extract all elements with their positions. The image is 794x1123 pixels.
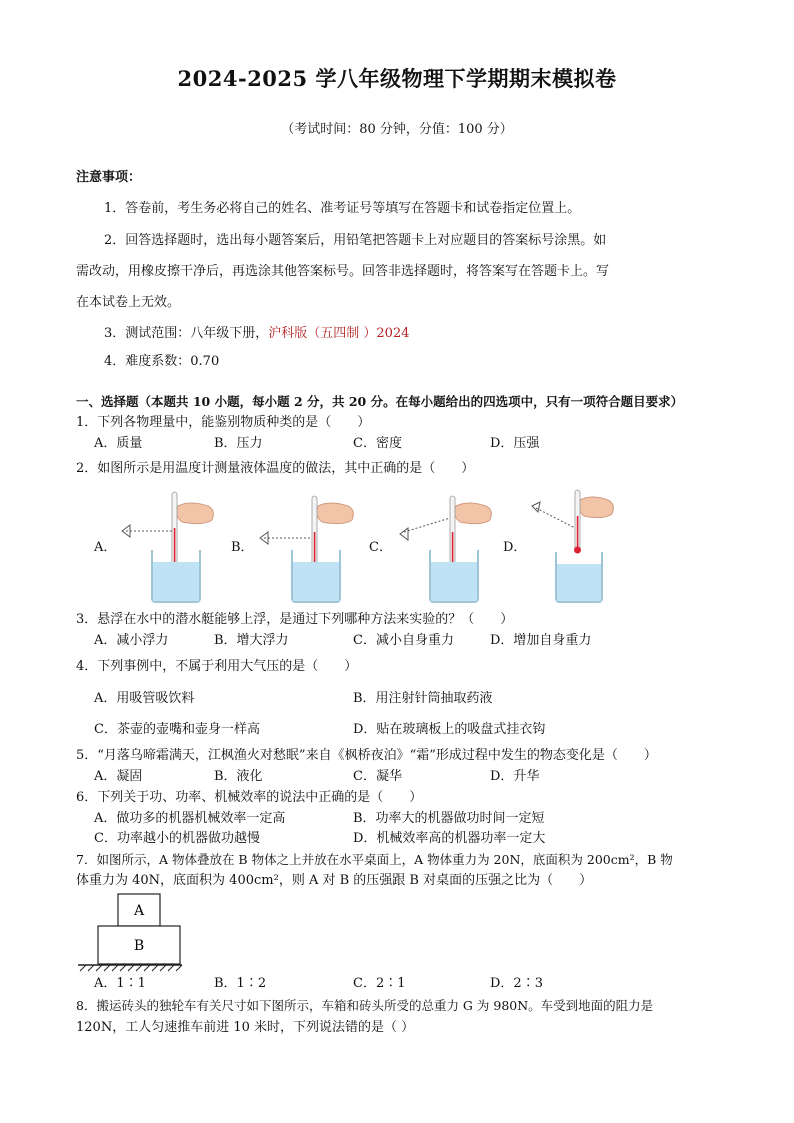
q1-option-b: B．压力 xyxy=(214,436,263,451)
q3-option-b: B．增大浮力 xyxy=(214,633,289,648)
q1-option-a: A．质量 xyxy=(94,436,143,451)
q5-option-a: A．凝固 xyxy=(94,769,143,784)
exam-info: （考试时间：80 分钟，分值：100 分） xyxy=(281,122,513,137)
q2-stem: 2．如图所示是用温度计测量液体温度的做法，其中正确的是（ ） xyxy=(76,461,475,476)
q1-stem: 1．下列各物理量中，能鉴别物质种类的是（ ） xyxy=(76,415,371,430)
q3-option-a: A．减小浮力 xyxy=(94,633,169,648)
stacked-blocks-figure xyxy=(74,890,184,972)
q4-option-b: B．用注射针筒抽取药液 xyxy=(353,691,493,706)
q2-option-b: B． xyxy=(231,540,254,555)
block-b-label: B xyxy=(133,938,145,954)
q7-option-a: A．1∶1 xyxy=(94,976,146,991)
q6-option-d: D．机械效率高的机器功率一定大 xyxy=(353,831,546,846)
q6-option-c: C．功率越小的机器做功越慢 xyxy=(94,831,260,846)
q8-stem-line1: 8．搬运砖头的独轮车有关尺寸如下图所示，车箱和砖头所受的总重力 G 为 980N。车受到地面的阻力是 xyxy=(76,998,654,1013)
q6-option-b: B．功率大的机器做功时间一定短 xyxy=(353,811,545,826)
section-1-heading: 一、选择题（本题共 10 小题，每小题 2 分，共 20 分。在每小题给出的四选项中，只有一项符合题目要求） xyxy=(76,394,684,409)
q1-option-c: C．密度 xyxy=(353,436,402,451)
q5-option-c: C．凝华 xyxy=(353,769,402,784)
q5-option-b: B．液化 xyxy=(214,769,263,784)
q1-option-d: D．压强 xyxy=(490,436,540,451)
notice-item-3 xyxy=(104,326,410,342)
thermometer-figure-c xyxy=(390,488,500,604)
q7-option-c: C．2∶1 xyxy=(353,976,406,991)
thermometer-figure-b xyxy=(252,488,362,604)
notice-item-2-line2: 需改动，用橡皮擦干净后，再选涂其他答案标号。回答非选择题时，将答案写在答题卡上。写 xyxy=(76,264,610,279)
q8-stem-line2: 120N，工人匀速推车前进 10 米时，下列说法错的是（ ） xyxy=(76,1020,415,1035)
q4-stem: 4．下列事例中，不属于利用大气压的是（ ） xyxy=(76,659,358,674)
q3-stem: 3．悬浮在水中的潜水艇能够上浮，是通过下列哪种方法来实验的？（ ） xyxy=(76,612,514,627)
page-title: 2024-2025 学八年级物理下学期期末模拟卷 xyxy=(177,66,617,91)
q3-option-d: D．增加自身重力 xyxy=(490,633,592,648)
q2-option-d: D． xyxy=(503,540,527,555)
block-a-label: A xyxy=(133,903,145,919)
q4-option-c: C．茶壶的壶嘴和壶身一样高 xyxy=(94,722,260,737)
notice-item-1: 1．答卷前，考生务必将自己的姓名、准考证号等填写在答题卡和试卷指定位置上。 xyxy=(104,201,581,216)
q2-option-a: A． xyxy=(94,540,117,555)
notice-item-4: 4．难度系数：0.70 xyxy=(104,354,220,369)
thermometer-figure-d xyxy=(522,488,622,604)
q4-option-d: D．贴在玻璃板上的吸盘式挂衣钩 xyxy=(353,722,546,737)
q4-option-a: A．用吸管吸饮料 xyxy=(94,691,195,706)
q7-option-b: B．1∶2 xyxy=(214,976,267,991)
q2-option-c: C． xyxy=(369,540,392,555)
thermometer-figure-a xyxy=(112,488,222,604)
q7-stem-line1: 7．如图所示，A 物体叠放在 B 物体之上并放在水平桌面上，A 物体重力为 20N，底面积为 200cm²，B 物 xyxy=(76,852,673,867)
q7-stem-line2: 体重力为 40N，底面积为 400cm²，则 A 对 B 的压强跟 B 对桌面的压强之比为（ ） xyxy=(76,873,593,888)
notice-item-2-line1: 2．回答选择题时，选出每小题答案后，用铅笔把答题卡上对应题目的答案标号涂黑。如 xyxy=(104,233,607,248)
q5-stem: 5．“月落乌啼霜满天，江枫渔火对愁眠”来自《枫桥夜泊》“霜”形成过程中发生的物态变化是（ ） xyxy=(76,748,657,763)
q6-option-a: A．做功多的机器机械效率一定高 xyxy=(94,811,286,826)
q7-option-d: D．2∶3 xyxy=(490,976,543,991)
q3-option-c: C．减小自身重力 xyxy=(353,633,454,648)
notice-item-3-prefix: 3．测试范围：八年级下册， xyxy=(104,326,269,341)
q5-option-d: D．升华 xyxy=(490,769,540,784)
notice-heading: 注意事项： xyxy=(76,170,142,185)
textbook-version: 沪科版（五四制 ）2024 xyxy=(268,326,410,341)
notice-item-2-line3: 在本试卷上无效。 xyxy=(76,295,181,310)
q6-stem: 6．下列关于功、功率、机械效率的说法中正确的是（ ） xyxy=(76,790,423,805)
